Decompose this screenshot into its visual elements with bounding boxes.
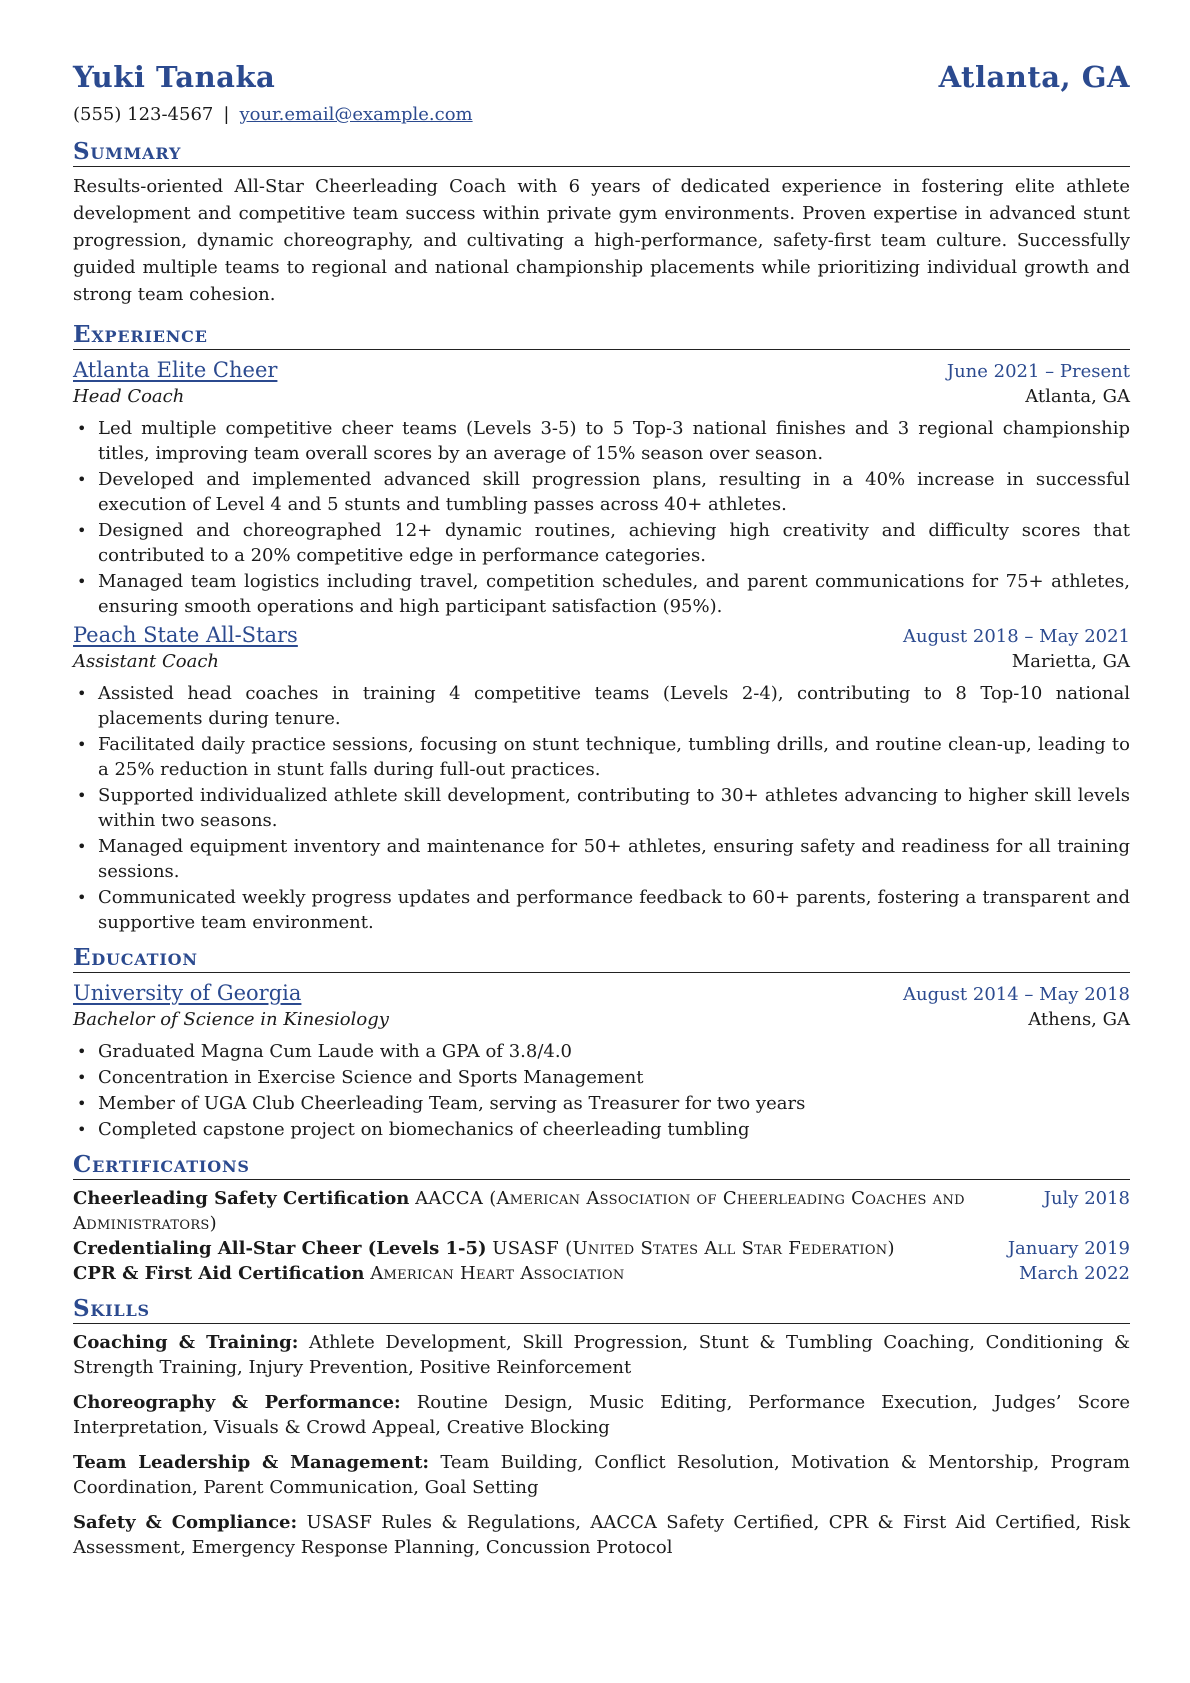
skill-group: [73, 1510, 1130, 1560]
experience-entry: [73, 358, 1130, 619]
job-title: Assistant Coach: [73, 651, 219, 672]
education-bullet-list: [73, 1039, 1130, 1142]
section-title-education: Education: [73, 944, 1130, 973]
job-location: Marietta, GA: [1011, 651, 1130, 672]
skill-group: [73, 1330, 1130, 1380]
email-link[interactable]: your.email@example.com: [239, 104, 473, 125]
contact-separator: |: [223, 104, 230, 125]
section-title-certifications: Certifications: [73, 1151, 1130, 1180]
job-bullet: • Developed and implemented advanced skill progression plans, resulting in a 40% increase in successful execution of Level 4 and 5 stunts and tumbling passes across 40+ athletes.: [73, 467, 1130, 517]
education-section: [73, 944, 1130, 1142]
employer-name[interactable]: Atlanta Elite Cheer: [73, 358, 278, 382]
education-entry: [73, 981, 1130, 1142]
employer-name[interactable]: Peach State All-Stars: [73, 623, 298, 647]
skill-group-label: Choreography & Performance:: [73, 1392, 401, 1413]
job-bullet: • Supported individualized athlete skill development, contributing to 30+ athletes advancing to higher skill levels within two seasons.: [73, 783, 1130, 833]
certification-date: January 2019: [1007, 1238, 1130, 1259]
certification-org: USASF (United States All Star Federation): [492, 1238, 895, 1259]
summary-text: Results-oriented All-Star Cheerleading Coach with 6 years of dedicated experience in fostering elite athlete development and competitive team success within private gym environments. Proven expertise in advanced stunt progression, dynamic choreography, and cultivating a high-performance, safety-first team culture. Successfully guided multiple teams to regional and national championship placements while prioritizing individual growth and strong team cohesion.: [73, 176, 1130, 305]
job-bullet: • Led multiple competitive cheer teams (Levels 3-5) to 5 Top-3 national finishes and 3 regional championship titles, improving team overall scores by an average of 15% season over season.: [73, 416, 1130, 466]
skill-group: [73, 1450, 1130, 1500]
certification-name: Cheerleading Safety Certification: [73, 1188, 410, 1209]
resume-header: [73, 60, 1130, 94]
education-bullet: • Completed capstone project on biomechanics of cheerleading tumbling: [73, 1117, 1130, 1142]
resume-page: [73, 60, 1130, 1560]
certification-date: July 2018: [1043, 1188, 1130, 1209]
job-bullet-list: [73, 681, 1130, 935]
skill-group-list: USASF Rules & Regulations, AACCA Safety Certified, CPR & First Aid Certified, Risk Assessment, Emergency Response Planning, Concussion Protocol: [73, 1512, 1130, 1558]
certification-name: Credentialing All-Star Cheer (Levels 1-5): [73, 1238, 487, 1259]
employment-dates: June 2021 – Present: [946, 361, 1130, 382]
education-dates: August 2014 – May 2018: [902, 984, 1130, 1005]
employment-dates: August 2018 – May 2021: [902, 626, 1130, 647]
section-title-skills: Skills: [73, 1295, 1130, 1324]
skill-group-label: Safety & Compliance:: [73, 1512, 298, 1533]
job-location: Atlanta, GA: [1025, 386, 1130, 407]
candidate-location: Atlanta, GA: [938, 60, 1130, 94]
section-title-experience: Experience: [73, 321, 1130, 350]
experience-section: [73, 321, 1130, 935]
certification-date: March 2022: [1019, 1263, 1130, 1284]
certification-org: American Heart Association: [370, 1263, 625, 1284]
candidate-name: Yuki Tanaka: [73, 60, 276, 94]
job-bullet: • Designed and choreographed 12+ dynamic routines, achieving high creativity and difficulty scores that contributed to a 20% competitive edge in performance categories.: [73, 518, 1130, 568]
summary-section: [73, 138, 1130, 308]
skill-group-list: Team Building, Conflict Resolution, Motivation & Mentorship, Program Coordination, Parent Communication, Goal Setting: [73, 1452, 1130, 1498]
certifications-section: [73, 1151, 1130, 1286]
school-location: Athens, GA: [1028, 1009, 1130, 1030]
skills-section: [73, 1295, 1130, 1560]
certification-item: [73, 1186, 1130, 1236]
education-bullet: • Graduated Magna Cum Laude with a GPA of 3.8/4.0: [73, 1039, 1130, 1064]
skill-group-label: Coaching & Training:: [73, 1332, 299, 1353]
school-name[interactable]: University of Georgia: [73, 981, 302, 1005]
job-bullet-list: [73, 416, 1130, 619]
job-title: Head Coach: [73, 386, 185, 407]
degree: Bachelor of Science in Kinesiology: [73, 1009, 389, 1030]
job-bullet: • Facilitated daily practice sessions, focusing on stunt technique, tumbling drills, and routine clean-up, leading to a 25% reduction in stunt falls during full-out practices.: [73, 732, 1130, 782]
job-bullet: • Communicated weekly progress updates and performance feedback to 60+ parents, fostering a transparent and supportive team environment.: [73, 885, 1130, 935]
education-bullet: • Member of UGA Club Cheerleading Team, serving as Treasurer for two years: [73, 1091, 1130, 1116]
job-bullet: • Managed team logistics including travel, competition schedules, and parent communications for 75+ athletes, ensuring smooth operations and high participant satisfaction (95%).: [73, 569, 1130, 619]
skill-group-list: Routine Design, Music Editing, Performance Execution, Judges’ Score Interpretation, Visuals & Crowd Appeal, Creative Blocking: [73, 1392, 1130, 1438]
job-bullet: • Assisted head coaches in training 4 competitive teams (Levels 2-4), contributing to 8 Top-10 national placements during tenure.: [73, 681, 1130, 731]
certification-item: [73, 1261, 1130, 1286]
contact-line: [73, 104, 1130, 125]
skill-group-label: Team Leadership & Management:: [73, 1452, 430, 1473]
certification-item: [73, 1236, 1130, 1261]
section-title-summary: Summary: [73, 138, 1130, 167]
education-bullet: • Concentration in Exercise Science and Sports Management: [73, 1065, 1130, 1090]
job-bullet: • Managed equipment inventory and maintenance for 50+ athletes, ensuring safety and readiness for all training sessions.: [73, 834, 1130, 884]
certification-org: AACCA (American Association of Cheerleading Coaches and Administrators): [73, 1188, 965, 1234]
phone-number: (555) 123-4567: [73, 104, 214, 125]
skill-group-list: Athlete Development, Skill Progression, Stunt & Tumbling Coaching, Conditioning & Strength Training, Injury Prevention, Positive Reinforcement: [73, 1332, 1130, 1378]
certification-name: CPR & First Aid Certification: [73, 1263, 365, 1284]
skill-group: [73, 1390, 1130, 1440]
experience-entry: [73, 623, 1130, 935]
